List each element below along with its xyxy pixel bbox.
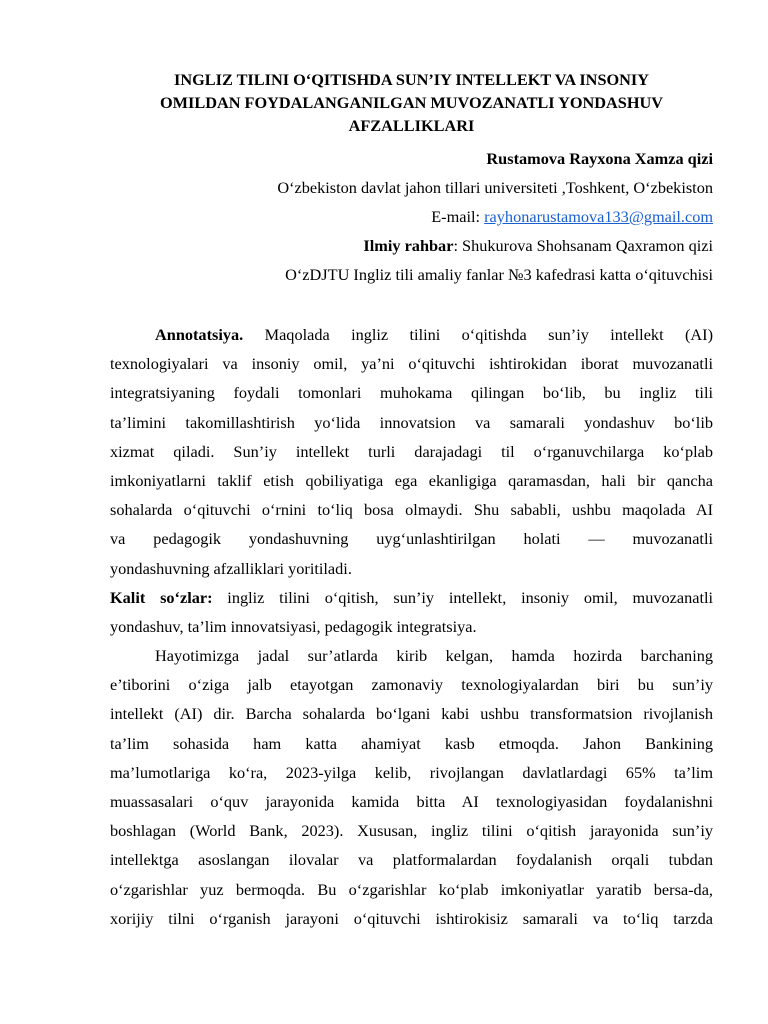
keywords-line: yondashuv, ta’lim innovatsiyasi, pedagogik integratsiya. (110, 616, 477, 636)
abstract-line: texnologiyalari va insoniy omil, ya’ni o‘qituvchi ishtirokidan iborat muvozanatli (110, 354, 713, 374)
paragraph-line: ta’lim sohasida ham katta ahamiyat kasb etmoqda. Jahon Bankining (110, 733, 713, 753)
title-line-3: AFZALLIKLARI (348, 116, 475, 135)
abstract-line: xizmat qiladi. Sun’iy intellekt turli darajadagi til o‘rganuvchilarga ko‘plab (110, 441, 713, 461)
abstract-line: va pedagogik yondashuvning uyg‘unlashtirilgan holati — muvozanatli (110, 529, 713, 549)
paragraph-line: boshlagan (World Bank, 2023). Xususan, ingliz tilini o‘qitish jarayonida sun’iy (110, 821, 713, 841)
author-affiliation: O‘zbekiston davlat jahon tillari universiteti ,Toshkent, O‘zbekiston (277, 178, 713, 197)
paragraph-line: xorijiy tilni o‘rganish jarayoni o‘qituvchi ishtirokisiz samarali va to‘liq tarzda (110, 908, 713, 928)
author-email-line (431, 207, 713, 227)
abstract-line: integratsiyaning foydali tomonlari muhokama qilingan bo‘lib, bu ingliz tili (110, 383, 713, 403)
paragraph-line: Hayotimizga jadal sur’atlarda kirib kelgan, hamda hozirda barchaning (155, 646, 713, 666)
title-line-2: OMILDAN FOYDALANGANILGAN MUVOZANATLI YONDASHUV (159, 93, 664, 112)
title-line-1: INGLIZ TILINI O‘QITISHDA SUN’IY INTELLEKT VA INSONIY (173, 70, 650, 89)
paragraph-line: muassasalari o‘quv jarayonida kamida bitta AI texnologiyasidan foydalanishni (110, 792, 713, 811)
author-name: Rustamova Rayxona Xamza qizi (486, 149, 713, 168)
paragraph-line: ma’lumotlariga ko‘ra, 2023-yilga kelib, rivojlangan davlatlardagi 65% ta’lim (110, 762, 713, 782)
paragraph-line: e’tiborini o‘ziga jalb etayotgan zamonaviy texnologiyalardan biri bu sun’iy (110, 675, 713, 695)
abstract-line: yondashuvning afzalliklari yoritiladi. (110, 558, 352, 578)
adviser-department: O‘zDJTU Ingliz tili amaliy fanlar №3 kafedrasi katta o‘qituvchisi (285, 265, 713, 284)
abstract-line: imkoniyatlarni taklif etish qobiliyatiga ega ekanligiga qaramasdan, hali bir qancha (110, 470, 713, 490)
paragraph-line: intellekt (AI) dir. Barcha sohalarda bo‘lgani kabi ushbu transformatsion rivojlanish (110, 704, 713, 724)
abstract-line: ta’limini takomillashtirish yo‘lida innovatsion va samarali yondashuv bo‘lib (110, 412, 713, 432)
keywords-line: Kalit so‘zlar: ingliz tilini o‘qitish, sun’iy intellekt, insoniy omil, muvozanatli (110, 587, 714, 607)
abstract-line: sohalarda o‘qituvchi o‘rnini to‘liq bosa olmaydi. Shu sababli, ushbu maqolada AI (110, 500, 713, 520)
paper-title (110, 68, 713, 137)
adviser-name: : Shukurova Shohsanam Qaxramon qizi (453, 236, 713, 255)
email-label: E-mail: (431, 207, 485, 226)
abstract-label: Annotatsiya. (155, 325, 244, 344)
email-link[interactable]: rayhonarustamova133@gmail.com (484, 207, 713, 226)
abstract-line: Annotatsiya. Maqolada ingliz tilini o‘qitishda sun’iy intellekt (AI) (155, 325, 713, 344)
adviser-label: Ilmiy rahbar (363, 236, 454, 255)
body-text (110, 320, 713, 933)
adviser-line (363, 236, 713, 256)
keywords-label: Kalit so‘zlar: (110, 587, 213, 607)
paragraph-line: o‘zgarishlar yuz bermoqda. Bu o‘zgarishlar ko‘plab imkoniyatlar yaratib bersa-da, (110, 879, 713, 899)
paragraph-line: intellektga asoslangan ilovalar va platformalardan foydalanish orqali tubdan (110, 850, 713, 870)
